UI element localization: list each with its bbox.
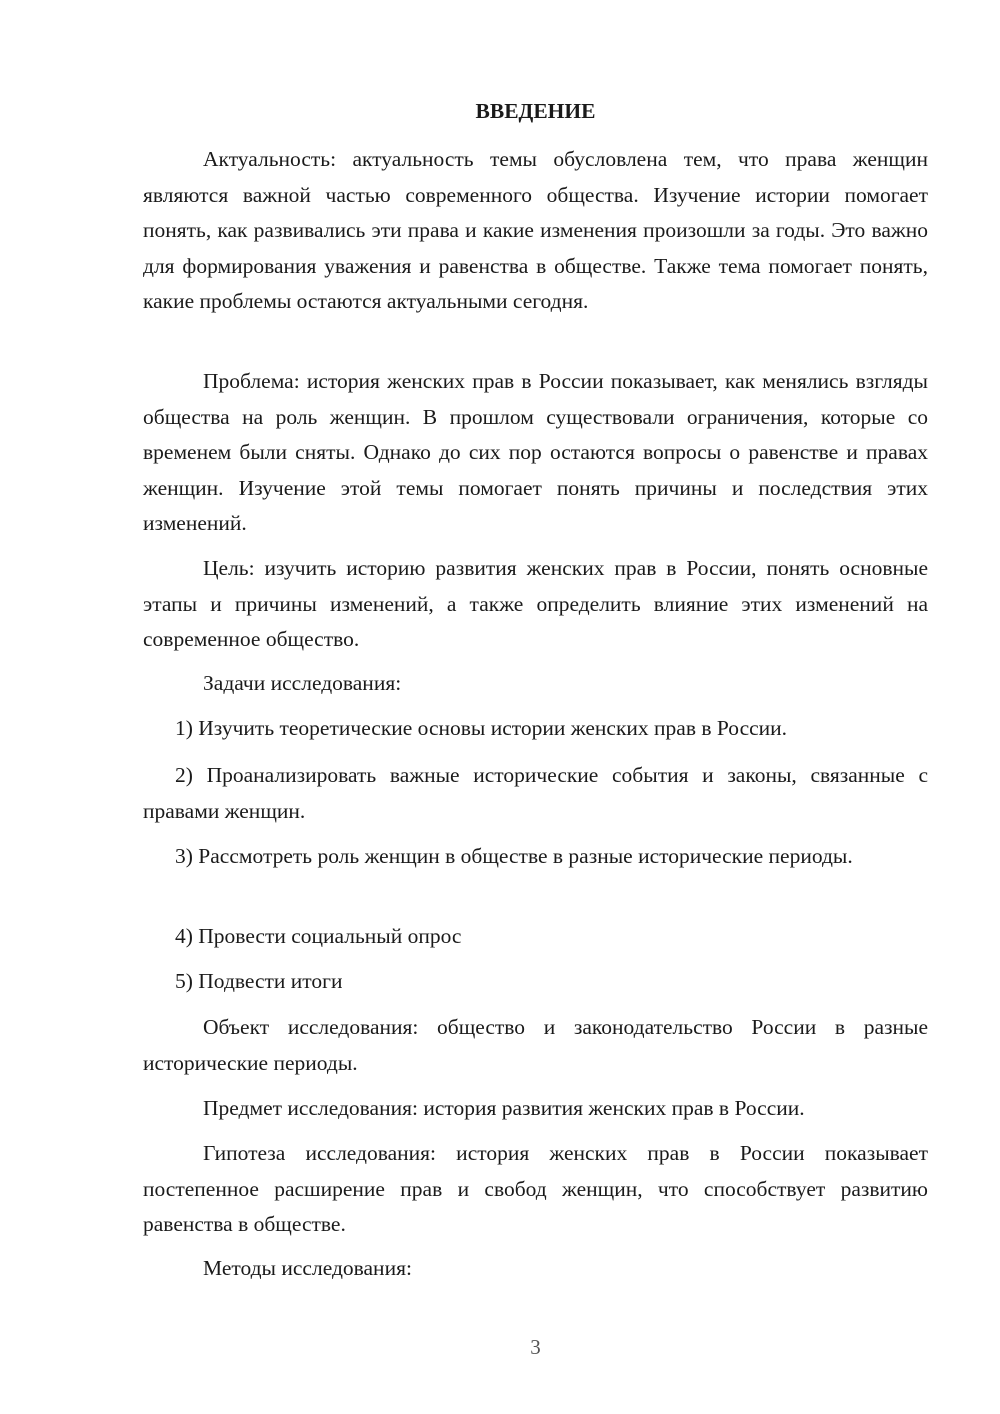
document-page (143, 0, 928, 1414)
tasks-heading: Задачи исследования: (203, 671, 402, 695)
paragraph-object: Объект исследования: общество и законодательство России в разные исторические периоды. (143, 1015, 928, 1075)
task-item-1: 1) Изучить теоретические основы истории женских прав в России. (175, 716, 788, 740)
task-item-3: 3) Рассмотреть роль женщин в обществе в разные исторические периоды. (175, 844, 853, 868)
section-title: ВВЕДЕНИЕ (475, 99, 596, 123)
paragraph-subject: Предмет исследования: история развития женских прав в России. (203, 1096, 805, 1120)
paragraph-problem: Проблема: история женских прав в России показывает, как менялись взгляды общества на роль женщин. В прошлом существовали ограничения, которые со временем были сняты. Однако до сих пор остаются вопросы о равенстве и правах женщин. Изучение этой темы помогает понять причины и последствия этих изменений. (143, 369, 928, 535)
task-item-2: 2) Проанализировать важные исторические события и законы, связанные с правами женщин. (143, 763, 928, 823)
paragraph-relevance: Актуальность: актуальность темы обусловлена тем, что права женщин являются важной частью современного общества. Изучение истории помогает понять, как развивались эти права и какие изменения произошли за годы. Это важно для формирования уважения и равенства в обществе. Также тема помогает понять, какие проблемы остаются актуальными сегодня. (143, 147, 928, 313)
task-item-4: 4) Провести социальный опрос (175, 924, 462, 948)
paragraph-methods: Методы исследования: (203, 1256, 412, 1280)
paragraph-goal: Цель: изучить историю развития женских прав в России, понять основные этапы и причины изменений, а также определить влияние этих изменений на современное общество. (143, 556, 928, 651)
paragraph-hypothesis: Гипотеза исследования: история женских прав в России показывает постепенное расширение прав и свобод женщин, что способствует развитию равенства в обществе. (143, 1141, 928, 1236)
task-item-5: 5) Подвести итоги (175, 969, 343, 993)
page-number: 3 (530, 1335, 541, 1359)
